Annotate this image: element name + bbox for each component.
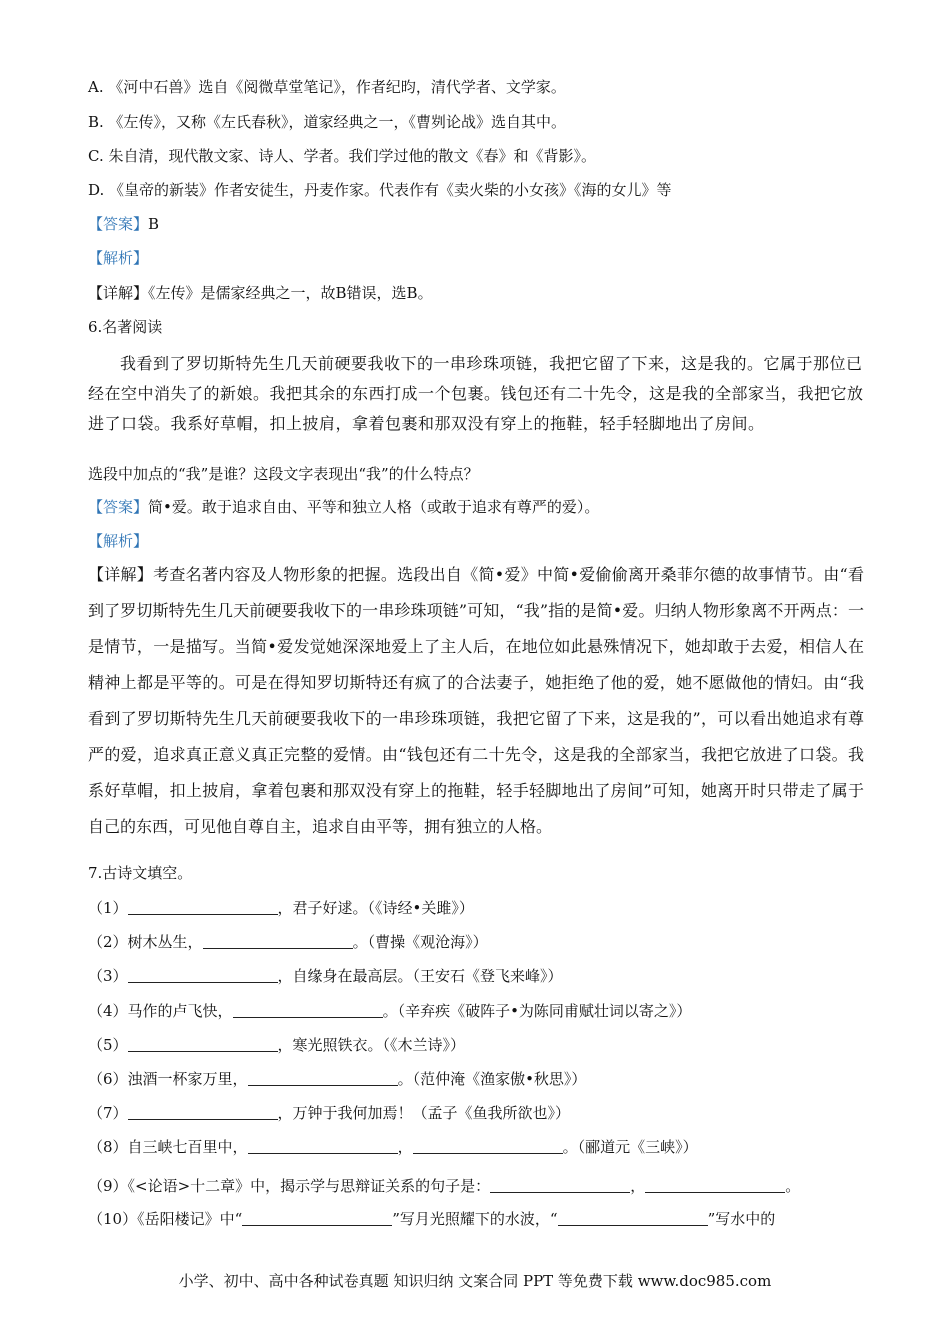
q6-question: 选段中加点的“我”是谁？这段文字表现出“我”的什么特点？ <box>88 465 479 483</box>
q5-detail: 【详解】《左传》是儒家经典之一，故B错误，选B。 <box>88 284 433 302</box>
answer-blank[interactable] <box>128 1036 278 1052</box>
q7-item-2: （2）树木丛生， 。（曹操《观沧海》） <box>88 933 488 951</box>
q7-item-4: （4）马作的卢飞快， 。（辛弃疾《破阵子•为陈同甫赋壮词以寄之》） <box>88 1002 692 1020</box>
q5-answer: 【答案】B <box>88 215 160 233</box>
page-footer: 小学、初中、高中各种试卷真题 知识归纳 文案合同 PPT 等免费下载 www.doc985.com <box>178 1272 772 1290</box>
q7-item-5: （5） ，寒光照铁衣。（《木兰诗》） <box>88 1036 466 1054</box>
answer-blank[interactable] <box>645 1177 785 1193</box>
option-b: B. 《左传》，又称《左氏春秋》，道家经典之一，《曹刿论战》选自其中。 <box>88 113 567 131</box>
option-d: D. 《皇帝的新装》作者安徒生，丹麦作家。代表作有《卖火柴的小女孩》《海的女儿》等 <box>88 181 672 199</box>
q6-answer: 【答案】简•爱。敢于追求自由、平等和独立人格（或敢于追求有尊严的爱）。 <box>88 498 600 516</box>
option-a: A. 《河中石兽》选自《阅微草堂笔记》，作者纪昀，清代学者、文学家。 <box>88 78 566 96</box>
q7-item-7: （7） ，万钟于我何加焉！（孟子《鱼我所欲也》） <box>88 1104 571 1122</box>
q6-passage: 我看到了罗切斯特先生几天前硬要我收下的一串珍珠项链，我把它留了下来，这是我的。它属于那位已经在空中消失了的新娘。我把其余的东西打成一个包裹。钱包还有二十先令，这是我的全部家当，我把它放进了口袋。我系好草帽，扣上披肩，拿着包裹和那双没有穿上的拖鞋，轻手轻脚地出了房间。 <box>88 354 864 433</box>
answer-blank[interactable] <box>248 1138 398 1154</box>
q7-title: 7.古诗文填空。 <box>88 864 193 882</box>
answer-blank[interactable] <box>242 1210 392 1226</box>
q6-title: 6.名著阅读 <box>88 318 163 336</box>
answer-blank[interactable] <box>248 1070 398 1086</box>
answer-blank[interactable] <box>128 899 278 915</box>
q6-analysis-label: 【解析】 <box>88 532 149 550</box>
answer-blank[interactable] <box>128 1104 278 1120</box>
q6-detail: 【详解】考查名著内容及人物形象的把握。选段出自《简•爱》中简•爱偷偷离开桑菲尔德的故事情节。由“看到了罗切斯特先生几天前硬要我收下的一串珍珠项链”可知，“我”指的是简•爱。归纳人物形象离不开两点：一是情节，一是描写。当简•爱发觉她深深地爱上了主人后，在地位如此悬殊情况下，她却敢于去爱，相信人在精神上都是平等的。可是在得知罗切斯特还有疯了的合法妻子，她拒绝了他的爱，她不愿做他的情妇。由“我看到了罗切斯特先生几天前硬要我收下的一串珍珠项链，我把它留了下来，这是我的”，可以看出她追求有尊严的爱，追求真正意义真正完整的爱情。由“钱包还有二十先令，这是我的全部家当，我把它放进了口袋。我系好草帽，扣上披肩，拿着包裹和那双没有穿上的拖鞋，轻手轻脚地出了房间”可知，她离开时只带走了属于自己的东西，可见他自尊自主，追求自由平等，拥有独立的人格。 <box>88 565 864 836</box>
answer-blank[interactable] <box>413 1138 563 1154</box>
q7-item-10: （10）《岳阳楼记》中“ ”写月光照耀下的水波，“ ”写水中的 <box>88 1210 776 1228</box>
q7-item-9: （9）《<论语>十二章》中，揭示学与思辩证关系的句子是： ， 。 <box>88 1177 801 1195</box>
q7-item-3: （3） ，自缘身在最高层。（王安石《登飞来峰》） <box>88 967 563 985</box>
option-c: C. 朱自清，现代散文家、诗人、学者。我们学过他的散文《春》和《背影》。 <box>88 147 596 165</box>
q7-item-6: （6）浊酒一杯家万里， 。（范仲淹《渔家傲•秋思》） <box>88 1070 587 1088</box>
q5-analysis-label: 【解析】 <box>88 249 149 267</box>
answer-blank[interactable] <box>233 1002 383 1018</box>
answer-blank[interactable] <box>128 967 278 983</box>
q7-item-8: （8）自三峡七百里中， ， 。（郦道元《三峡》） <box>88 1138 698 1156</box>
q7-item-1: （1） ，君子好逑。（《诗经•关雎》） <box>88 899 474 917</box>
answer-blank[interactable] <box>558 1210 708 1226</box>
answer-blank[interactable] <box>203 933 353 949</box>
answer-blank[interactable] <box>490 1177 630 1193</box>
